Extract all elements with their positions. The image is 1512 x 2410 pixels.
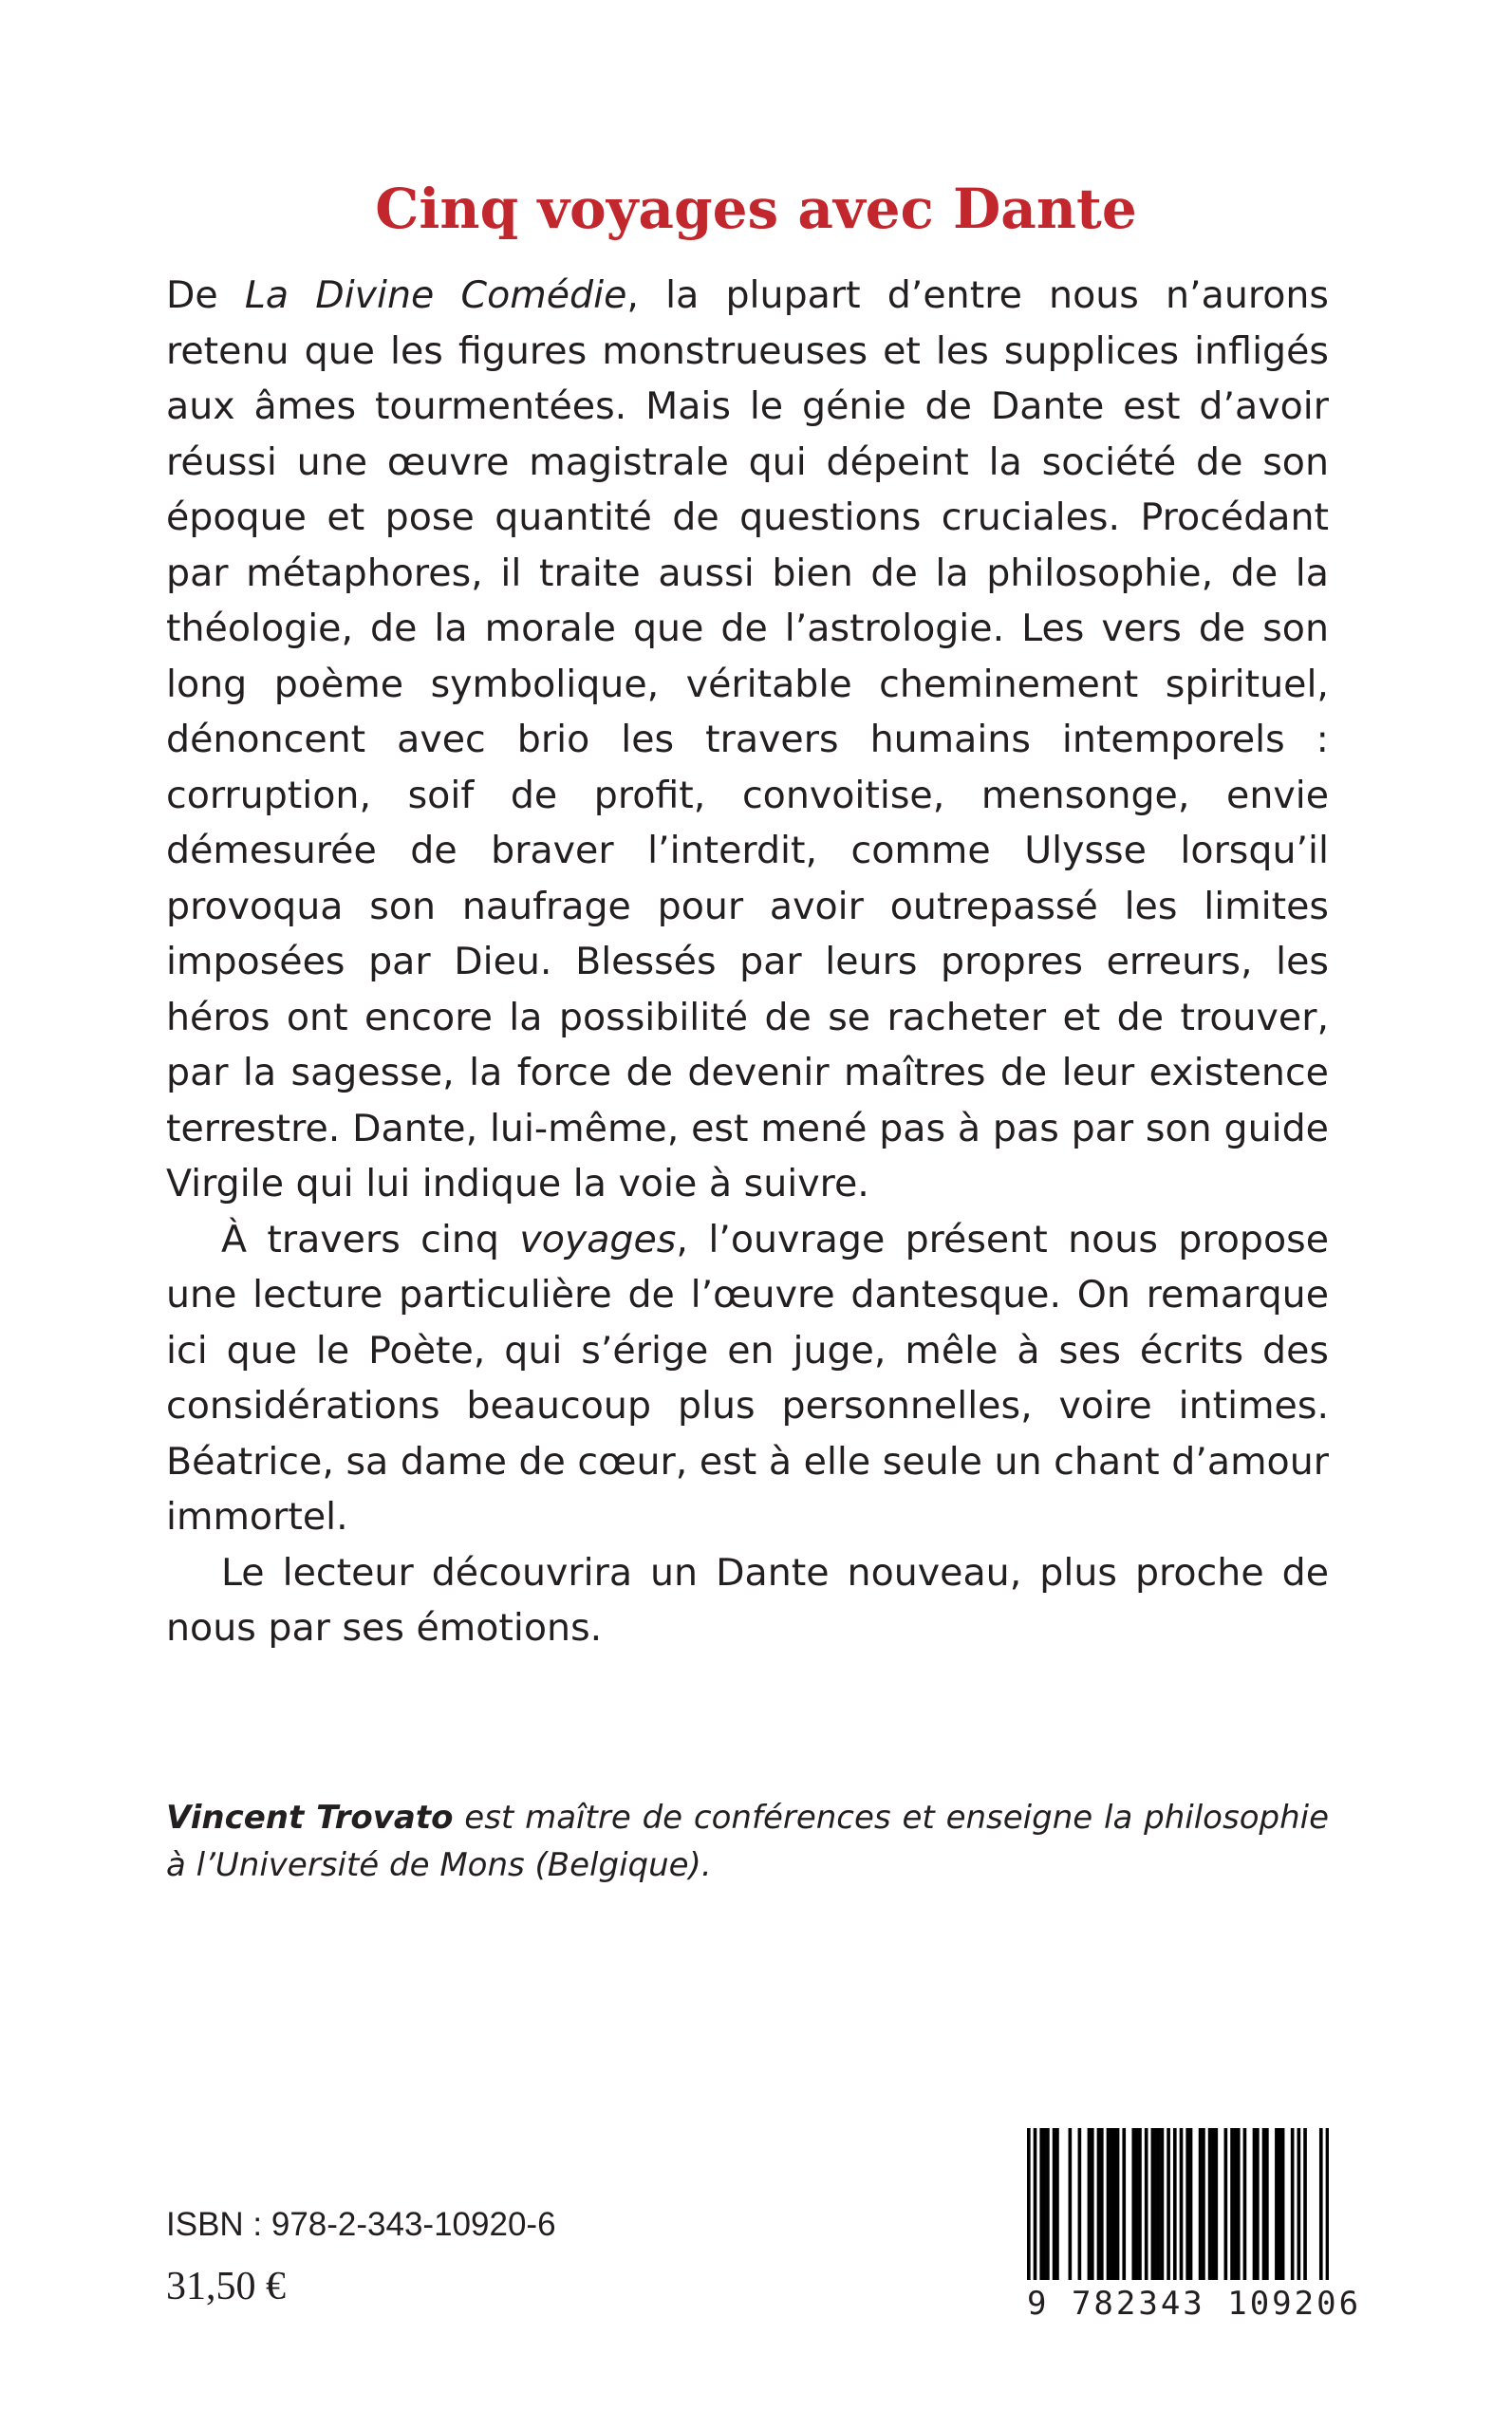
barcode-bar <box>1185 2128 1189 2299</box>
barcode-bar <box>1112 2128 1116 2299</box>
barcode-bar <box>1107 2128 1111 2299</box>
barcode-bar <box>1281 2128 1285 2299</box>
barcode-bar <box>1303 2128 1307 2299</box>
barcode-bar <box>1237 2128 1241 2299</box>
barcode-bar <box>1157 2128 1161 2299</box>
barcode-bar <box>1189 2128 1193 2299</box>
barcode-bar <box>1046 2128 1050 2299</box>
barcode-bar <box>1138 2128 1142 2299</box>
barcode-bar <box>1027 2128 1031 2299</box>
barcode-bar <box>1088 2128 1092 2299</box>
price-label: 31,50 € <box>166 2265 286 2308</box>
barcode-bar <box>1100 2128 1104 2299</box>
barcode-bar <box>1265 2128 1269 2299</box>
barcode-bar <box>1161 2128 1165 2299</box>
author-bio-text: est maître de conférences et enseigne la philosophie à l’Université de Mons (Belgique). <box>166 1799 1329 1884</box>
barcode-bar <box>1291 2128 1295 2299</box>
barcode-bar <box>1326 2128 1329 2299</box>
barcode-bar <box>1078 2128 1082 2299</box>
barcode <box>1027 2128 1362 2329</box>
barcode-bar <box>1256 2128 1260 2299</box>
blurb-paragraph-2 <box>166 1212 1329 1545</box>
barcode-bar <box>1135 2128 1139 2299</box>
blurb-p1-text: , la plupart d’entre nous n’aurons retenu que les figures monstrueuses et les supplices infligés aux âmes tourmentées. Mais le génie de Dante est d’avoir réussi une œuvre magistrale qui dépeint la société de son époque et pose quantité de questions cruciales. Procédant par métaphores, il traite aussi bien de la philosophie, de la théologie, de la morale que de l’astrologie. Les vers de son long poème symbolique, véritable cheminement spirituel, dénoncent avec brio les travers humains intemporels : corruption, soif de profit, convoitise, mensonge, envie démesurée de braver l’interdit, comme Ulysse lorsqu’il provoqua son naufrage pour avoir outrepassé les limites imposées par Dieu. Blessés par leurs propres erreurs, les héros ont encore la possibilité de se racheter et de trouver, par la sagesse, la force de devenir maîtres de leur existence terrestre. Dante, lui-même, est mené pas à pas par son guide Virgile qui lui indique la voie à suivre. <box>166 273 1330 1205</box>
blurb-p2-lead: À travers cinq <box>221 1217 520 1261</box>
blurb-p2-text: , l’ouvrage présent nous propose une lecture particulière de l’œuvre dantesque. On remarque ici que le Poète, qui s’érige en juge, mêle à ses écrits des considérations beaucoup plus personnelles, voire intimes. Béatrice, sa dame de cœur, est à elle seule un chant d’amour immortel. <box>166 1217 1329 1539</box>
barcode-digits: 9 782343 109206 <box>1027 2280 1329 2327</box>
barcode-bar <box>1154 2128 1158 2299</box>
barcode-bar <box>1110 2128 1113 2299</box>
barcode-bar <box>1151 2128 1155 2299</box>
barcode-bar <box>1043 2128 1047 2299</box>
blurb-paragraph-3: Le lecteur découvrira un Dante nouveau, plus proche de nous par ses émotions. <box>166 1550 1329 1650</box>
author-bio <box>166 1794 1329 1889</box>
voyages-italic: voyages <box>519 1217 677 1261</box>
barcode-bar <box>1202 2128 1205 2299</box>
barcode-bar <box>1116 2128 1120 2299</box>
barcode-bar <box>1211 2128 1215 2299</box>
author-name: Vincent Trovato <box>166 1799 454 1837</box>
barcode-bar <box>1234 2128 1238 2299</box>
work-title-italic: La Divine Comédie <box>244 273 627 317</box>
barcode-bar <box>1262 2128 1266 2299</box>
book-title: Cinq voyages avec Dante <box>375 176 1137 241</box>
barcode-bar <box>1034 2128 1037 2299</box>
barcode-bar <box>1278 2128 1281 2299</box>
blurb-p1-lead: De <box>166 273 245 317</box>
barcode-bar <box>1069 2128 1073 2299</box>
barcode-bar <box>1167 2128 1170 2299</box>
barcode-bar <box>1173 2128 1177 2299</box>
barcode-bar <box>1097 2128 1101 2299</box>
barcode-bar <box>1131 2128 1135 2299</box>
barcode-bar <box>1297 2128 1301 2299</box>
back-cover-blurb <box>166 268 1329 1656</box>
barcode-bar <box>1180 2128 1184 2299</box>
barcode-bar <box>1253 2128 1257 2299</box>
barcode-bar <box>1145 2128 1148 2299</box>
barcode-bar <box>1243 2128 1247 2299</box>
barcode-bar <box>1122 2128 1126 2299</box>
barcode-bar <box>1224 2128 1228 2299</box>
barcode-bar <box>1039 2128 1043 2299</box>
isbn-label: ISBN : 978-2-343-10920-6 <box>166 2206 556 2243</box>
blurb-paragraph-1 <box>166 268 1329 1212</box>
barcode-bar <box>1319 2128 1323 2299</box>
barcode-bar <box>1199 2128 1203 2299</box>
barcode-bar <box>1230 2128 1234 2299</box>
barcode-bar <box>1214 2128 1218 2299</box>
barcode-bar <box>1091 2128 1094 2299</box>
barcode-bars-graphic <box>1027 2128 1329 2299</box>
barcode-bar <box>1208 2128 1212 2299</box>
barcode-bar <box>1053 2128 1056 2299</box>
barcode-bar <box>1275 2128 1279 2299</box>
barcode-bar <box>1055 2128 1059 2299</box>
